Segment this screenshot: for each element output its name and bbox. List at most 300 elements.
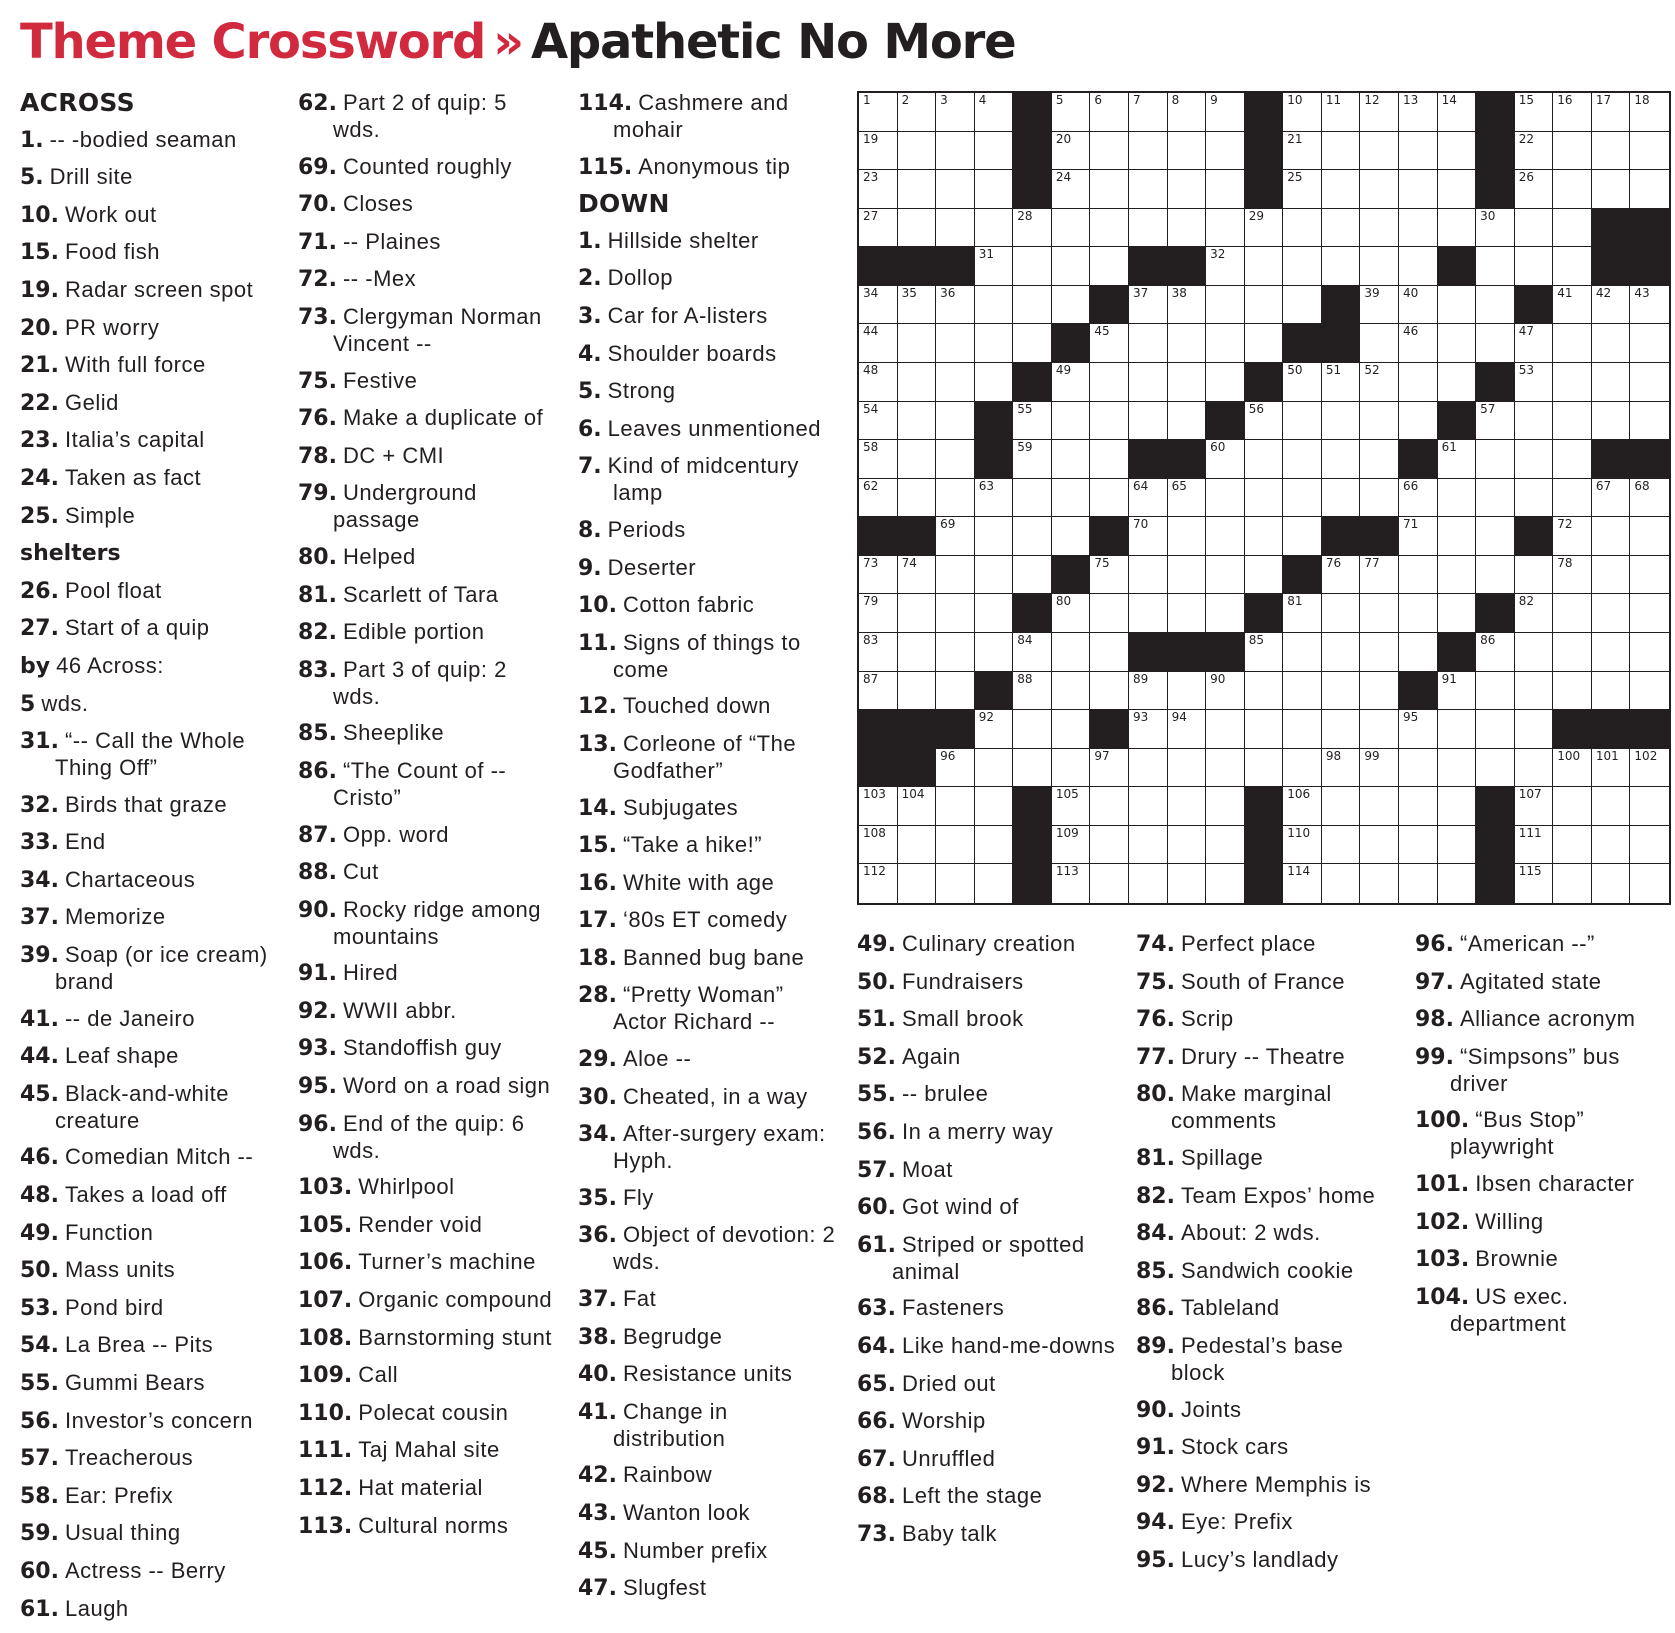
grid-cell[interactable] <box>1515 247 1554 286</box>
grid-cell[interactable] <box>975 170 1014 209</box>
grid-cell[interactable] <box>936 517 975 556</box>
grid-cell[interactable] <box>1168 402 1207 441</box>
grid-cell[interactable] <box>898 170 937 209</box>
grid-cell[interactable] <box>859 633 898 672</box>
grid-cell[interactable] <box>1245 672 1284 711</box>
grid-cell[interactable] <box>936 440 975 479</box>
grid-cell[interactable] <box>859 324 898 363</box>
grid-cell[interactable] <box>1438 787 1477 826</box>
grid-cell[interactable] <box>1283 440 1322 479</box>
grid-cell[interactable] <box>1399 749 1438 788</box>
grid-cell[interactable] <box>1168 594 1207 633</box>
grid-cell[interactable] <box>1399 324 1438 363</box>
grid-cell[interactable] <box>1129 556 1168 595</box>
grid-cell[interactable] <box>1515 132 1554 171</box>
grid-cell[interactable] <box>1052 864 1091 903</box>
grid-cell[interactable] <box>898 402 937 441</box>
grid-cell[interactable] <box>1360 209 1399 248</box>
grid-cell[interactable] <box>1206 93 1245 132</box>
grid-cell[interactable] <box>1592 672 1631 711</box>
grid-cell[interactable] <box>1129 132 1168 171</box>
grid-cell[interactable] <box>859 209 898 248</box>
grid-cell[interactable] <box>1476 324 1515 363</box>
grid-cell[interactable] <box>1592 787 1631 826</box>
grid-cell[interactable] <box>1090 402 1129 441</box>
grid-cell[interactable] <box>859 864 898 903</box>
grid-cell[interactable] <box>1129 749 1168 788</box>
grid-cell[interactable] <box>1360 363 1399 402</box>
grid-cell[interactable] <box>1360 402 1399 441</box>
grid-cell[interactable] <box>898 556 937 595</box>
grid-cell[interactable] <box>1476 440 1515 479</box>
grid-cell[interactable] <box>1245 324 1284 363</box>
grid-cell[interactable] <box>1360 826 1399 865</box>
grid-cell[interactable] <box>1399 209 1438 248</box>
grid-cell[interactable] <box>1206 132 1245 171</box>
grid-cell[interactable] <box>1129 826 1168 865</box>
grid-cell[interactable] <box>1399 247 1438 286</box>
grid-cell[interactable] <box>1206 594 1245 633</box>
grid-cell[interactable] <box>859 787 898 826</box>
grid-cell[interactable] <box>1515 479 1554 518</box>
grid-cell[interactable] <box>1322 170 1361 209</box>
grid-cell[interactable] <box>1438 826 1477 865</box>
grid-cell[interactable] <box>1322 209 1361 248</box>
grid-cell[interactable] <box>859 170 898 209</box>
grid-cell[interactable] <box>1630 93 1669 132</box>
grid-cell[interactable] <box>1168 170 1207 209</box>
grid-cell[interactable] <box>1360 286 1399 325</box>
grid-cell[interactable] <box>1553 517 1592 556</box>
grid-cell[interactable] <box>1553 556 1592 595</box>
grid-cell[interactable] <box>1592 324 1631 363</box>
grid-cell[interactable] <box>1438 864 1477 903</box>
grid-cell[interactable] <box>1013 402 1052 441</box>
grid-cell[interactable] <box>1515 209 1554 248</box>
grid-cell[interactable] <box>1515 440 1554 479</box>
grid-cell[interactable] <box>898 324 937 363</box>
grid-cell[interactable] <box>1360 93 1399 132</box>
grid-cell[interactable] <box>975 247 1014 286</box>
grid-cell[interactable] <box>1283 787 1322 826</box>
grid-cell[interactable] <box>898 132 937 171</box>
grid-cell[interactable] <box>1129 594 1168 633</box>
grid-cell[interactable] <box>1090 826 1129 865</box>
grid-cell[interactable] <box>975 286 1014 325</box>
grid-cell[interactable] <box>859 93 898 132</box>
grid-cell[interactable] <box>1360 324 1399 363</box>
grid-cell[interactable] <box>1090 93 1129 132</box>
grid-cell[interactable] <box>1245 479 1284 518</box>
grid-cell[interactable] <box>1322 132 1361 171</box>
grid-cell[interactable] <box>1206 749 1245 788</box>
grid-cell[interactable] <box>1360 556 1399 595</box>
grid-cell[interactable] <box>1630 517 1669 556</box>
grid-cell[interactable] <box>936 556 975 595</box>
grid-cell[interactable] <box>1476 633 1515 672</box>
grid-cell[interactable] <box>1592 594 1631 633</box>
grid-cell[interactable] <box>1245 710 1284 749</box>
grid-cell[interactable] <box>936 363 975 402</box>
grid-cell[interactable] <box>898 672 937 711</box>
grid-cell[interactable] <box>859 556 898 595</box>
grid-cell[interactable] <box>1399 93 1438 132</box>
grid-cell[interactable] <box>1438 479 1477 518</box>
grid-cell[interactable] <box>1630 363 1669 402</box>
grid-cell[interactable] <box>1052 93 1091 132</box>
grid-cell[interactable] <box>1052 363 1091 402</box>
grid-cell[interactable] <box>1360 672 1399 711</box>
grid-cell[interactable] <box>1553 93 1592 132</box>
grid-cell[interactable] <box>1438 556 1477 595</box>
grid-cell[interactable] <box>1129 787 1168 826</box>
grid-cell[interactable] <box>1553 633 1592 672</box>
grid-cell[interactable] <box>1322 594 1361 633</box>
grid-cell[interactable] <box>1360 247 1399 286</box>
grid-cell[interactable] <box>1245 749 1284 788</box>
grid-cell[interactable] <box>1553 324 1592 363</box>
grid-cell[interactable] <box>1553 672 1592 711</box>
grid-cell[interactable] <box>1476 286 1515 325</box>
grid-cell[interactable] <box>1129 286 1168 325</box>
grid-cell[interactable] <box>1322 672 1361 711</box>
grid-cell[interactable] <box>1438 710 1477 749</box>
grid-cell[interactable] <box>1399 594 1438 633</box>
grid-cell[interactable] <box>1322 440 1361 479</box>
grid-cell[interactable] <box>1090 594 1129 633</box>
grid-cell[interactable] <box>1553 402 1592 441</box>
grid-cell[interactable] <box>1245 633 1284 672</box>
grid-cell[interactable] <box>1553 247 1592 286</box>
grid-cell[interactable] <box>1129 170 1168 209</box>
grid-cell[interactable] <box>1129 672 1168 711</box>
grid-cell[interactable] <box>1515 672 1554 711</box>
grid-cell[interactable] <box>1630 556 1669 595</box>
grid-cell[interactable] <box>1399 864 1438 903</box>
grid-cell[interactable] <box>1168 710 1207 749</box>
grid-cell[interactable] <box>1399 826 1438 865</box>
grid-cell[interactable] <box>1168 517 1207 556</box>
grid-cell[interactable] <box>1399 479 1438 518</box>
grid-cell[interactable] <box>975 132 1014 171</box>
grid-cell[interactable] <box>859 286 898 325</box>
grid-cell[interactable] <box>1283 633 1322 672</box>
grid-cell[interactable] <box>1206 209 1245 248</box>
grid-cell[interactable] <box>1515 710 1554 749</box>
grid-cell[interactable] <box>1630 787 1669 826</box>
grid-cell[interactable] <box>1553 170 1592 209</box>
grid-cell[interactable] <box>936 209 975 248</box>
grid-cell[interactable] <box>1515 402 1554 441</box>
grid-cell[interactable] <box>1322 247 1361 286</box>
grid-cell[interactable] <box>1360 710 1399 749</box>
grid-cell[interactable] <box>1206 556 1245 595</box>
grid-cell[interactable] <box>975 93 1014 132</box>
grid-cell[interactable] <box>936 749 975 788</box>
grid-cell[interactable] <box>1090 209 1129 248</box>
grid-cell[interactable] <box>898 286 937 325</box>
grid-cell[interactable] <box>1283 826 1322 865</box>
grid-cell[interactable] <box>1399 787 1438 826</box>
grid-cell[interactable] <box>1515 170 1554 209</box>
grid-cell[interactable] <box>1052 209 1091 248</box>
grid-cell[interactable] <box>1399 363 1438 402</box>
grid-cell[interactable] <box>975 324 1014 363</box>
grid-cell[interactable] <box>1206 826 1245 865</box>
grid-cell[interactable] <box>898 479 937 518</box>
grid-cell[interactable] <box>936 864 975 903</box>
grid-cell[interactable] <box>1438 517 1477 556</box>
grid-cell[interactable] <box>1515 864 1554 903</box>
grid-cell[interactable] <box>1322 479 1361 518</box>
grid-cell[interactable] <box>936 787 975 826</box>
grid-cell[interactable] <box>975 633 1014 672</box>
grid-cell[interactable] <box>1438 672 1477 711</box>
grid-cell[interactable] <box>1283 170 1322 209</box>
grid-cell[interactable] <box>1090 324 1129 363</box>
grid-cell[interactable] <box>1090 787 1129 826</box>
grid-cell[interactable] <box>1052 479 1091 518</box>
grid-cell[interactable] <box>1052 594 1091 633</box>
grid-cell[interactable] <box>936 132 975 171</box>
grid-cell[interactable] <box>1283 594 1322 633</box>
grid-cell[interactable] <box>1360 787 1399 826</box>
grid-cell[interactable] <box>1553 594 1592 633</box>
grid-cell[interactable] <box>1129 93 1168 132</box>
grid-cell[interactable] <box>1052 826 1091 865</box>
grid-cell[interactable] <box>1515 93 1554 132</box>
grid-cell[interactable] <box>975 363 1014 402</box>
grid-cell[interactable] <box>1476 209 1515 248</box>
grid-cell[interactable] <box>1322 402 1361 441</box>
grid-cell[interactable] <box>1206 787 1245 826</box>
grid-cell[interactable] <box>975 826 1014 865</box>
grid-cell[interactable] <box>1592 864 1631 903</box>
grid-cell[interactable] <box>1283 363 1322 402</box>
grid-cell[interactable] <box>1515 363 1554 402</box>
grid-cell[interactable] <box>898 864 937 903</box>
grid-cell[interactable] <box>1630 672 1669 711</box>
grid-cell[interactable] <box>1206 517 1245 556</box>
grid-cell[interactable] <box>1322 787 1361 826</box>
grid-cell[interactable] <box>1129 517 1168 556</box>
grid-cell[interactable] <box>1438 209 1477 248</box>
grid-cell[interactable] <box>1515 324 1554 363</box>
grid-cell[interactable] <box>1515 633 1554 672</box>
grid-cell[interactable] <box>1168 286 1207 325</box>
grid-cell[interactable] <box>1206 286 1245 325</box>
grid-cell[interactable] <box>1052 170 1091 209</box>
grid-cell[interactable] <box>1322 93 1361 132</box>
grid-cell[interactable] <box>1360 170 1399 209</box>
grid-cell[interactable] <box>1360 132 1399 171</box>
grid-cell[interactable] <box>898 93 937 132</box>
grid-cell[interactable] <box>1129 864 1168 903</box>
grid-cell[interactable] <box>1090 633 1129 672</box>
grid-cell[interactable] <box>1592 402 1631 441</box>
grid-cell[interactable] <box>1283 286 1322 325</box>
grid-cell[interactable] <box>1090 440 1129 479</box>
grid-cell[interactable] <box>1090 363 1129 402</box>
grid-cell[interactable] <box>1090 247 1129 286</box>
grid-cell[interactable] <box>1515 556 1554 595</box>
grid-cell[interactable] <box>1129 363 1168 402</box>
grid-cell[interactable] <box>1052 710 1091 749</box>
grid-cell[interactable] <box>1515 594 1554 633</box>
grid-cell[interactable] <box>1052 672 1091 711</box>
grid-cell[interactable] <box>1090 672 1129 711</box>
grid-cell[interactable] <box>1245 517 1284 556</box>
grid-cell[interactable] <box>1592 132 1631 171</box>
grid-cell[interactable] <box>1553 864 1592 903</box>
grid-cell[interactable] <box>1052 749 1091 788</box>
grid-cell[interactable] <box>1013 672 1052 711</box>
grid-cell[interactable] <box>1438 440 1477 479</box>
grid-cell[interactable] <box>1283 247 1322 286</box>
grid-cell[interactable] <box>975 517 1014 556</box>
grid-cell[interactable] <box>1013 209 1052 248</box>
grid-cell[interactable] <box>1206 170 1245 209</box>
grid-cell[interactable] <box>1168 324 1207 363</box>
grid-cell[interactable] <box>1090 864 1129 903</box>
grid-cell[interactable] <box>1399 556 1438 595</box>
grid-cell[interactable] <box>1630 749 1669 788</box>
grid-cell[interactable] <box>1399 633 1438 672</box>
grid-cell[interactable] <box>975 710 1014 749</box>
grid-cell[interactable] <box>1438 132 1477 171</box>
grid-cell[interactable] <box>1592 479 1631 518</box>
grid-cell[interactable] <box>1476 556 1515 595</box>
grid-cell[interactable] <box>936 170 975 209</box>
grid-cell[interactable] <box>1553 787 1592 826</box>
grid-cell[interactable] <box>1283 479 1322 518</box>
grid-cell[interactable] <box>898 633 937 672</box>
grid-cell[interactable] <box>1013 479 1052 518</box>
grid-cell[interactable] <box>1553 363 1592 402</box>
grid-cell[interactable] <box>975 209 1014 248</box>
grid-cell[interactable] <box>1630 479 1669 518</box>
grid-cell[interactable] <box>1168 479 1207 518</box>
grid-cell[interactable] <box>1476 247 1515 286</box>
grid-cell[interactable] <box>1013 440 1052 479</box>
grid-cell[interactable] <box>936 672 975 711</box>
grid-cell[interactable] <box>859 479 898 518</box>
grid-cell[interactable] <box>975 594 1014 633</box>
grid-cell[interactable] <box>1399 402 1438 441</box>
grid-cell[interactable] <box>898 440 937 479</box>
grid-cell[interactable] <box>1592 826 1631 865</box>
grid-cell[interactable] <box>859 363 898 402</box>
grid-cell[interactable] <box>1052 633 1091 672</box>
grid-cell[interactable] <box>1013 517 1052 556</box>
grid-cell[interactable] <box>936 324 975 363</box>
grid-cell[interactable] <box>1245 247 1284 286</box>
grid-cell[interactable] <box>1206 479 1245 518</box>
grid-cell[interactable] <box>1592 170 1631 209</box>
grid-cell[interactable] <box>1399 170 1438 209</box>
grid-cell[interactable] <box>898 209 937 248</box>
grid-cell[interactable] <box>1283 132 1322 171</box>
grid-cell[interactable] <box>1283 402 1322 441</box>
grid-cell[interactable] <box>1630 170 1669 209</box>
grid-cell[interactable] <box>936 826 975 865</box>
grid-cell[interactable] <box>1013 633 1052 672</box>
grid-cell[interactable] <box>1553 749 1592 788</box>
grid-cell[interactable] <box>1630 286 1669 325</box>
grid-cell[interactable] <box>1630 826 1669 865</box>
grid-cell[interactable] <box>1129 479 1168 518</box>
grid-cell[interactable] <box>1168 363 1207 402</box>
grid-cell[interactable] <box>1360 479 1399 518</box>
grid-cell[interactable] <box>859 826 898 865</box>
grid-cell[interactable] <box>859 402 898 441</box>
grid-cell[interactable] <box>1052 132 1091 171</box>
grid-cell[interactable] <box>1168 556 1207 595</box>
grid-cell[interactable] <box>1476 402 1515 441</box>
grid-cell[interactable] <box>1206 247 1245 286</box>
grid-cell[interactable] <box>1283 749 1322 788</box>
grid-cell[interactable] <box>1052 247 1091 286</box>
grid-cell[interactable] <box>1052 440 1091 479</box>
grid-cell[interactable] <box>1206 440 1245 479</box>
grid-cell[interactable] <box>1438 286 1477 325</box>
grid-cell[interactable] <box>1168 209 1207 248</box>
grid-cell[interactable] <box>1322 633 1361 672</box>
grid-cell[interactable] <box>859 440 898 479</box>
grid-cell[interactable] <box>1630 594 1669 633</box>
grid-cell[interactable] <box>936 286 975 325</box>
grid-cell[interactable] <box>1592 633 1631 672</box>
grid-cell[interactable] <box>1553 826 1592 865</box>
grid-cell[interactable] <box>1630 324 1669 363</box>
grid-cell[interactable] <box>1322 363 1361 402</box>
grid-cell[interactable] <box>1592 363 1631 402</box>
grid-cell[interactable] <box>1438 170 1477 209</box>
grid-cell[interactable] <box>1360 864 1399 903</box>
grid-cell[interactable] <box>1515 787 1554 826</box>
grid-cell[interactable] <box>1360 633 1399 672</box>
grid-cell[interactable] <box>1553 479 1592 518</box>
grid-cell[interactable] <box>1090 479 1129 518</box>
grid-cell[interactable] <box>1052 286 1091 325</box>
grid-cell[interactable] <box>1630 864 1669 903</box>
grid-cell[interactable] <box>1013 247 1052 286</box>
grid-cell[interactable] <box>1553 440 1592 479</box>
grid-cell[interactable] <box>1553 132 1592 171</box>
grid-cell[interactable] <box>1438 594 1477 633</box>
grid-cell[interactable] <box>936 93 975 132</box>
grid-cell[interactable] <box>1283 710 1322 749</box>
grid-cell[interactable] <box>1052 787 1091 826</box>
grid-cell[interactable] <box>1052 402 1091 441</box>
grid-cell[interactable] <box>1399 710 1438 749</box>
grid-cell[interactable] <box>1245 402 1284 441</box>
grid-cell[interactable] <box>1630 132 1669 171</box>
grid-cell[interactable] <box>1360 594 1399 633</box>
grid-cell[interactable] <box>1206 864 1245 903</box>
grid-cell[interactable] <box>975 864 1014 903</box>
grid-cell[interactable] <box>1013 324 1052 363</box>
grid-cell[interactable] <box>1245 209 1284 248</box>
grid-cell[interactable] <box>1592 517 1631 556</box>
grid-cell[interactable] <box>1090 556 1129 595</box>
grid-cell[interactable] <box>1283 93 1322 132</box>
grid-cell[interactable] <box>1206 672 1245 711</box>
grid-cell[interactable] <box>936 479 975 518</box>
grid-cell[interactable] <box>936 594 975 633</box>
grid-cell[interactable] <box>1129 402 1168 441</box>
grid-cell[interactable] <box>1168 132 1207 171</box>
